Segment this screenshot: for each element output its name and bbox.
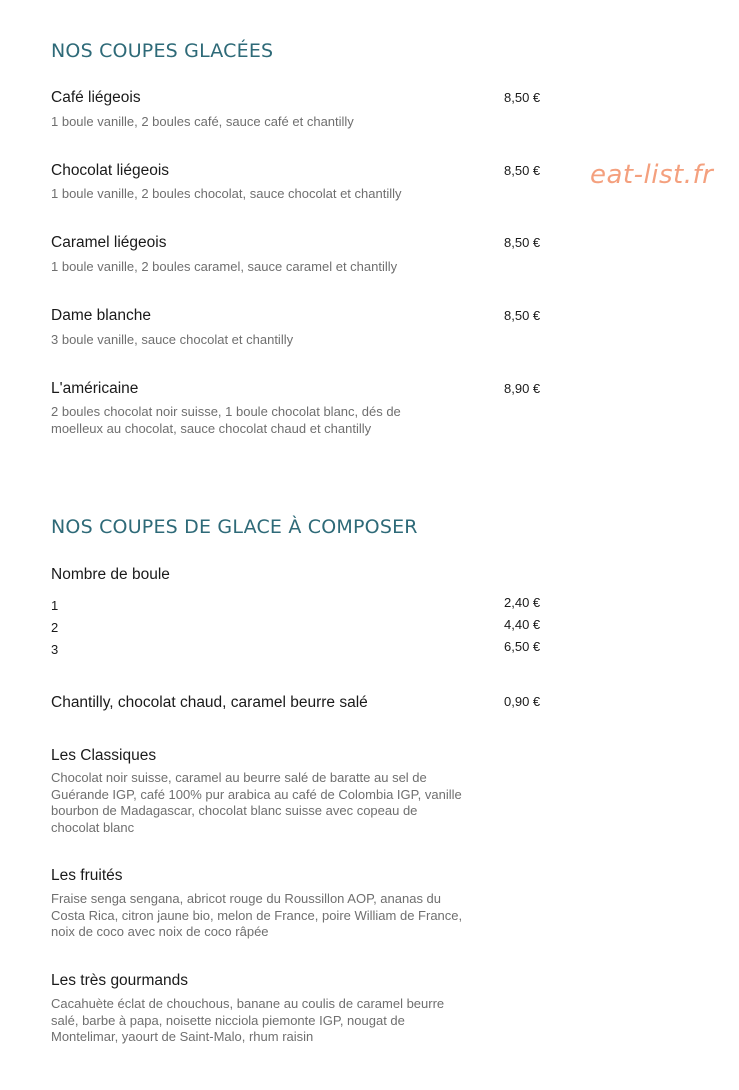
item-price: 8,50 €: [504, 235, 541, 250]
item-price: 8,90 €: [504, 381, 541, 396]
item-price: 8,50 €: [504, 308, 541, 323]
item-description: 1 boule vanille, 2 boules café, sauce café et chantilly: [51, 114, 354, 129]
category-description: Fraise senga sengana, abricot rouge du Roussillon AOP, ananas du Costa Rica, citron jaune bio, melon de France, poire William de France, noix de coco avec noix de coco râpée: [51, 891, 463, 939]
item-name: Café liégeois: [51, 89, 141, 106]
item-price: 8,50 €: [504, 163, 541, 178]
item-description: 1 boule vanille, 2 boules caramel, sauce caramel et chantilly: [51, 259, 398, 274]
item-name: Dame blanche: [51, 307, 151, 324]
scoop-price: 6,50 €: [504, 639, 541, 654]
item-name: Chocolat liégeois: [51, 162, 170, 179]
item-price: 8,50 €: [504, 90, 541, 105]
category-name: Les très gourmands: [51, 972, 188, 989]
scoop-price: 2,40 €: [504, 595, 541, 610]
category-name: Les Classiques: [51, 747, 157, 764]
topping-name: Chantilly, chocolat chaud, caramel beurre salé: [51, 694, 368, 711]
category-name: Les fruités: [51, 867, 123, 884]
category-description: Chocolat noir suisse, caramel au beurre salé de baratte au sel de Guérande IGP, café 100% pur arabica au café de Colombia IGP, vanille bourbon de Madagascar, chocolat blanc suisse avec copeau de chocolat blanc: [51, 770, 462, 835]
scoops-heading: Nombre de boule: [51, 566, 170, 583]
item-name: Caramel liégeois: [51, 234, 167, 251]
scoop-qty: 2: [51, 620, 59, 635]
topping-price: 0,90 €: [504, 694, 541, 709]
watermark: eat-list.fr: [590, 160, 714, 190]
item-description: 2 boules chocolat noir suisse, 1 boule chocolat blanc, dés de moelleux au chocolat, sauce chocolat chaud et chantilly: [51, 404, 401, 436]
item-description: 3 boule vanille, sauce chocolat et chantilly: [51, 332, 294, 347]
item-name: L'américaine: [51, 380, 139, 397]
section-title-coupes-a-composer: NOS COUPES DE GLACE À COMPOSER: [51, 516, 418, 538]
scoop-qty: 3: [51, 642, 59, 657]
section-title-coupes-glacees: NOS COUPES GLACÉES: [51, 40, 274, 62]
scoop-price: 4,40 €: [504, 617, 541, 632]
scoop-qty: 1: [51, 598, 59, 613]
item-description: 1 boule vanille, 2 boules chocolat, sauce chocolat et chantilly: [51, 186, 402, 201]
category-description: Cacahuète éclat de chouchous, banane au coulis de caramel beurre salé, barbe à papa, noisette nicciola piemonte IGP, nougat de Montelimar, yaourt de Saint-Malo, rhum raisin: [51, 996, 445, 1044]
